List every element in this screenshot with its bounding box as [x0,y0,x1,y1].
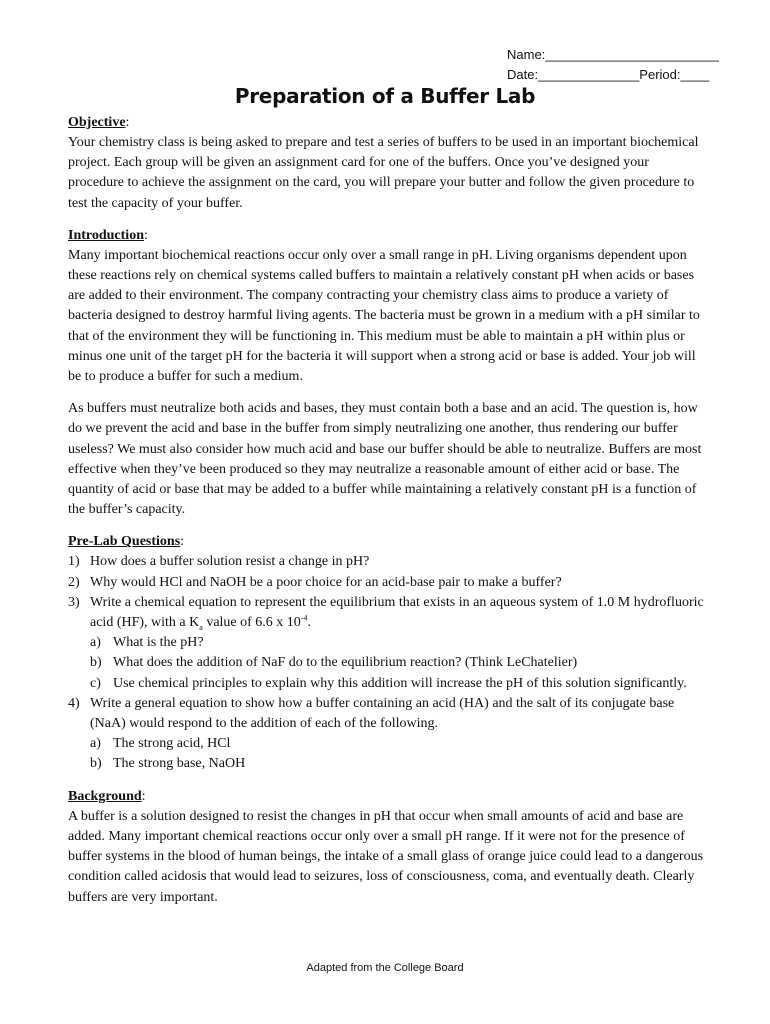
prelab-question-4a: a) The strong acid, HCl [90,736,231,752]
prelab-question-1: 1) How does a buffer solution resist a change in pH? [68,554,370,570]
name-field-line: Name:________________________ [507,47,719,62]
prelab-heading: Pre-Lab Questions: [68,534,185,550]
prelab-question-4: 4) Write a general equation to show how a buffer containing an acid (HA) and the salt of its conjugate base (NaA) would respond to the addition of each of the following. [68,695,675,732]
background-heading: Background: [68,788,146,804]
introduction-section [68,226,708,521]
prelab-question-3a: a) What is the pH? [90,635,204,651]
document-body [68,113,708,920]
background-section [68,787,708,908]
prelab-question-2: 2) Why would HCl and NaOH be a poor choice for an acid-base pair to make a buffer? [68,574,562,590]
prelab-question-4b: b) The strong base, NaOH [90,756,246,772]
introduction-paragraph: Many important biochemical reactions occur only over a small range in pH. Living organisms dependent upon these reactions rely on chemical systems called buffers to maintain a relatively constant pH when acids or bases are added to their environment. The company contracting your chemistry class aims to produce a variety of bacteria designed to destroy harmful living agents. The bacteria must be grown in a medium with a pH similar to that of the environment they will be functioning in. This medium must be able to maintain a pH within plus or minus one unit of the target pH for the bacteria it will support when a strong acid or base is added. Your job will be to produce a buffer for such a medium. [68,247,700,385]
prelab-question-3c: c) Use chemical principles to explain why this addition will increase the pH of this solution significantly. [90,675,687,691]
introduction-heading: Introduction: [68,227,148,243]
introduction-paragraph: As buffers must neutralize both acids and bases, they must contain both a base and an acid. The question is, how do we prevent the acid and base in the buffer from simply neutralizing one another, thus rendering our buffer useless? We must also consider how much acid and base our buffer should be able to neutralize. Buffers are most effective when they’ve been produced so they may neutralize a reasonable amount of either acid or base. The quantity of acid or base that may be added to a buffer while maintaining a relatively constant pH is a function of the buffer’s capacity. [68,401,702,518]
prelab-question-3b: b) What does the addition of NaF do to the equilibrium reaction? (Think LeChatelier) [90,655,578,671]
date-period-field-line: Date:______________Period:____ [507,67,710,82]
objective-section [68,113,708,214]
background-text: A buffer is a solution designed to resist the changes in pH that occur when small amounts of acid and base are added. Many important chemical reactions occur only over a small pH range. If it were not for the presence of buffer systems in the blood of human beings, the intake of a small glass of orange juice could lead to a dangerous condition called acidosis that would lead to seizures, loss of consciousness, coma, and eventually death. Clearly buffers are very important. [68,808,704,905]
prelab-question-3: 3) Write a chemical equation to represent the equilibrium that exists in an aqueous system of 1.0 M hydrofluoric acid (HF), with a $K_a$ value of 6.6 x $10^{-4}$. [68,594,704,632]
prelab-section [68,532,708,774]
page-footer: Adapted from the College Board [306,962,464,974]
objective-text: Your chemistry class is being asked to prepare and test a series of buffers to be used in an important biochemical project. Each group will be given an assignment card for one of the buffers. Once you’ve designed your procedure to achieve the assignment on the card, you will prepare your butter and follow the given procedure to test the capacity of your buffer. [68,135,699,211]
page-title: Preparation of a Buffer Lab [234,84,536,108]
objective-heading: Objective: [68,115,130,130]
